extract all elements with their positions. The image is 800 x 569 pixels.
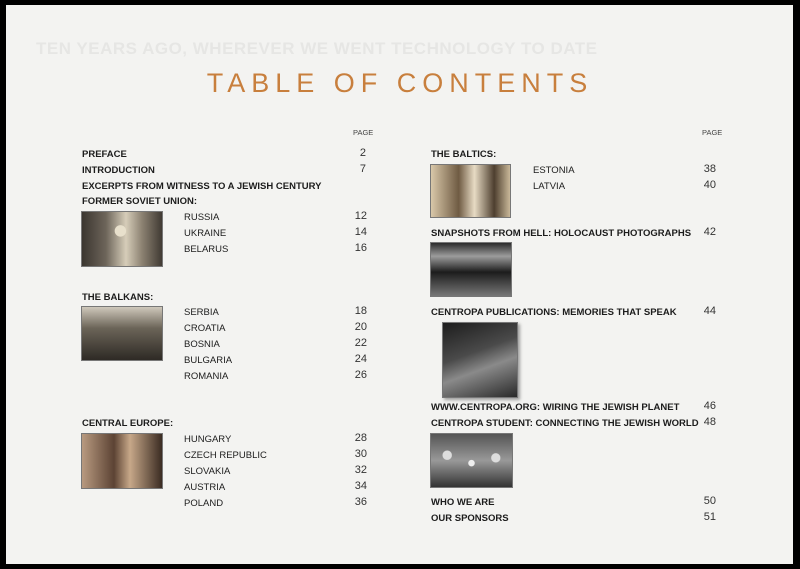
toc-austria: AUSTRIA xyxy=(184,482,226,493)
toc-website-page: 46 xyxy=(703,400,716,412)
toc-slovakia-page: 32 xyxy=(354,464,367,476)
toc-bulgaria: BULGARIA xyxy=(184,355,233,366)
toc-snapshots-page: 42 xyxy=(703,226,716,238)
toc-czech-republic: CZECH REPUBLIC xyxy=(184,450,267,461)
toc-serbia-page: 18 xyxy=(354,305,367,317)
toc-balkans: THE BALKANS: xyxy=(82,292,154,303)
page-title: TABLE OF CONTENTS xyxy=(206,68,594,98)
toc-bulgaria-page: 24 xyxy=(354,353,367,365)
photo-students xyxy=(430,433,513,488)
toc-slovakia: SLOVAKIA xyxy=(184,466,231,477)
toc-who-we-are: WHO WE ARE xyxy=(431,497,495,508)
toc-snapshots: SNAPSHOTS FROM HELL: HOLOCAUST PHOTOGRAPHS xyxy=(431,228,692,239)
toc-russia: RUSSIA xyxy=(184,212,220,223)
toc-poland: POLAND xyxy=(184,498,224,509)
toc-introduction-page: 7 xyxy=(359,163,366,175)
photo-balkans-family xyxy=(81,306,163,361)
toc-austria-page: 34 xyxy=(354,480,367,492)
toc-baltics: THE BALTICS: xyxy=(431,149,497,160)
toc-hungary-page: 28 xyxy=(354,432,367,444)
toc-preface-page: 2 xyxy=(359,147,366,159)
toc-latvia: LATVIA xyxy=(533,181,566,192)
toc-poland-page: 36 xyxy=(354,496,367,508)
toc-russia-page: 12 xyxy=(354,210,367,222)
toc-estonia: ESTONIA xyxy=(533,165,575,176)
toc-our-sponsors: OUR SPONSORS xyxy=(431,513,509,524)
toc-our-sponsors-page: 51 xyxy=(703,511,716,523)
toc-bosnia-page: 22 xyxy=(354,337,367,349)
toc-former-soviet-union: FORMER SOVIET UNION: xyxy=(82,196,198,207)
toc-ukraine-page: 14 xyxy=(354,226,367,238)
toc-serbia: SERBIA xyxy=(184,307,219,318)
toc-excerpts: EXCERPTS FROM WITNESS TO A JEWISH CENTURY xyxy=(82,181,322,192)
toc-central-europe: CENTRAL EUROPE: xyxy=(82,418,174,429)
page-column-header-right: PAGE xyxy=(702,128,723,137)
toc-preface: PREFACE xyxy=(82,149,127,160)
toc-romania-page: 26 xyxy=(354,369,367,381)
toc-publications-page: 44 xyxy=(703,305,716,317)
toc-romania: ROMANIA xyxy=(184,371,229,382)
toc-ukraine: UKRAINE xyxy=(184,228,227,239)
toc-introduction: INTRODUCTION xyxy=(82,165,155,176)
toc-website: WWW.CENTROPA.ORG: WIRING THE JEWISH PLANET xyxy=(431,402,680,413)
photo-baltics-couple xyxy=(430,164,511,218)
toc-bosnia: BOSNIA xyxy=(184,339,220,350)
page-column-header-left: PAGE xyxy=(353,128,374,137)
show-through-text: TEN YEARS AGO, WHEREVER WE WENT TECHNOLOGY TO DATE xyxy=(36,39,598,58)
toc-estonia-page: 38 xyxy=(703,163,716,175)
photo-central-europe-couple xyxy=(81,433,163,489)
photo-book xyxy=(442,322,518,398)
toc-belarus-page: 16 xyxy=(354,242,367,254)
toc-publications: CENTROPA PUBLICATIONS: MEMORIES THAT SPEAK xyxy=(431,307,677,318)
toc-latvia-page: 40 xyxy=(703,179,716,191)
toc-croatia: CROATIA xyxy=(184,323,226,334)
toc-student: CENTROPA STUDENT: CONNECTING THE JEWISH WORLD xyxy=(431,418,699,429)
toc-croatia-page: 20 xyxy=(354,321,367,333)
photo-holocaust xyxy=(430,242,512,297)
photo-rabbi xyxy=(81,211,163,267)
toc-belarus: BELARUS xyxy=(184,244,229,255)
toc-czech-republic-page: 30 xyxy=(354,448,367,460)
toc-student-page: 48 xyxy=(703,416,716,428)
toc-hungary: HUNGARY xyxy=(184,434,232,445)
toc-who-we-are-page: 50 xyxy=(703,495,716,507)
